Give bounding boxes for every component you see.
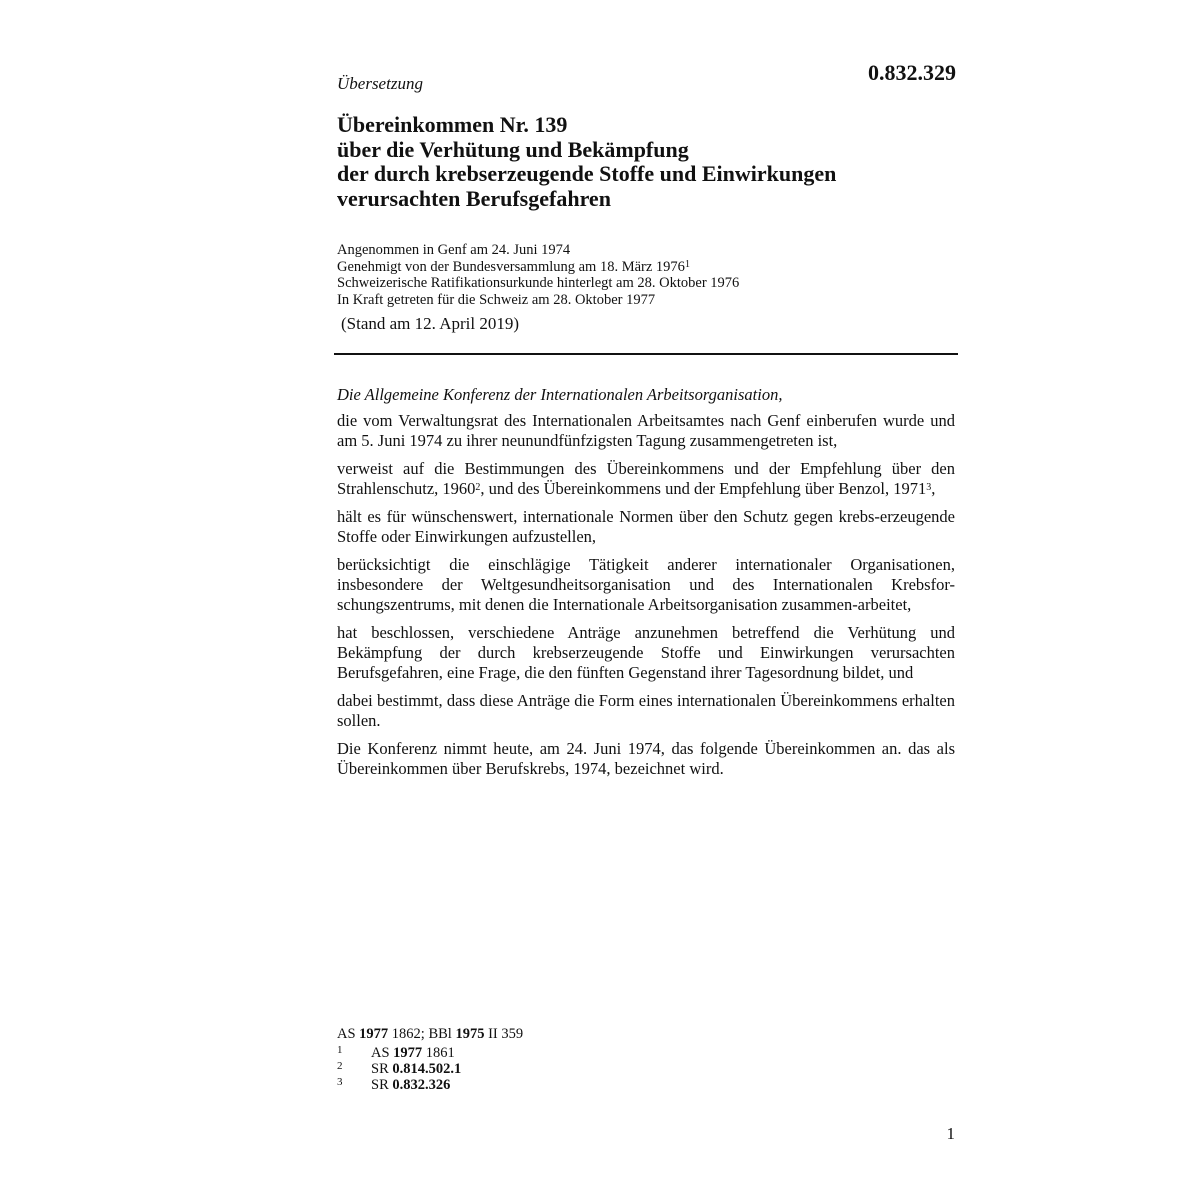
title-line: der durch krebserzeugende Stoffe und Einwirkungen	[337, 161, 837, 186]
header-divider	[334, 353, 958, 355]
title-line: Übereinkommen Nr. 139	[337, 112, 568, 137]
sr-number: 0.832.329	[868, 60, 956, 85]
adoption-metadata	[337, 242, 739, 308]
preamble-paragraph: die vom Verwaltungsrat des Internationalen Arbeitsamtes nach Genf einberufen wurde und am 5. Juni 1974 zu ihrer neunundfünfzigsten Tagung zusammengetreten ist,	[337, 411, 955, 450]
ratification-line: Schweizerische Ratifikationsurkunde hinterlegt am 28. Oktober 1976	[337, 275, 740, 291]
footnote-text: SR 0.814.502.1	[371, 1061, 462, 1077]
footnote-item	[337, 1077, 523, 1093]
source-reference: AS 1977 1862; BBl 1975 II 359	[337, 1026, 524, 1042]
footnote-ref[interactable]: 2	[475, 482, 481, 493]
preamble-paragraph	[337, 459, 955, 499]
document-title	[337, 113, 967, 211]
footnote-number: 3	[337, 1076, 343, 1088]
preamble-paragraph: dabei bestimmt, dass diese Anträge die Form eines internationalen Übereinkommens erhalten sollen.	[337, 691, 955, 730]
footnote-item	[337, 1045, 523, 1061]
paragraph-text: verweist auf die Bestimmungen des Übereinkommens und der Empfehlung über den Strahlenschutz, 1960	[337, 459, 955, 498]
footnote-ref[interactable]: 1	[684, 258, 690, 270]
footnote-item	[337, 1061, 523, 1077]
footnote-text: SR 0.832.326	[371, 1077, 451, 1093]
preamble-paragraph: Die Konferenz nimmt heute, am 24. Juni 1974, das folgende Übereinkommen an. das als Übereinkommen über Berufskrebs, 1974, bezeichnet wird.	[337, 739, 955, 778]
footnote-number: 1	[337, 1044, 343, 1056]
preamble-paragraph: hält es für wünschenswert, internationale Normen über den Schutz gegen krebs-erzeugende Stoffe oder Einwirkungen aufzustellen,	[337, 507, 955, 546]
paragraph-text: ,	[931, 479, 936, 498]
footnote-text: AS 1977 1861	[371, 1045, 455, 1061]
preamble-intro: Die Allgemeine Konferenz der Internationalen Arbeitsorganisation,	[337, 385, 783, 404]
approved-text: Genehmigt von der Bundesversammlung am 18. März 1976	[337, 258, 685, 275]
preamble-paragraph: hat beschlossen, verschiedene Anträge anzunehmen betreffend die Verhütung und Bekämpfung der durch krebserzeugende Stoffe und Einwirkungen verursachten Berufsgefahren, eine Frage, die den fünften Gegenstand ihrer Tagesordnung bildet, und	[337, 623, 955, 682]
preamble	[337, 385, 955, 787]
title-line: verursachten Berufsgefahren	[337, 185, 611, 211]
title-line: über die Verhütung und Bekämpfung	[337, 136, 689, 162]
adopted-line: Angenommen in Genf am 24. Juni 1974	[337, 242, 571, 258]
footnote-number: 2	[337, 1060, 343, 1072]
status-date: (Stand am 12. April 2019)	[341, 314, 520, 333]
preamble-paragraph: berücksichtigt die einschlägige Tätigkeit anderer internationaler Organisationen, insbesondere der Weltgesundheitsorganisation und des Internationalen Krebsfor-schungszentrums, mit denen die Internationale Arbeitsorganisation zusammen-arbeitet,	[337, 555, 955, 614]
footnotes	[337, 1026, 523, 1093]
in-force-line: In Kraft getreten für die Schweiz am 28. Oktober 1977	[337, 291, 656, 308]
paragraph-text: , und des Übereinkommens und der Empfehlung über Benzol, 1971	[480, 479, 927, 498]
page-number: 1	[946, 1124, 955, 1143]
footnote-ref[interactable]: 3	[926, 482, 932, 493]
approved-line	[337, 259, 739, 276]
translation-label: Übersetzung	[337, 74, 423, 93]
